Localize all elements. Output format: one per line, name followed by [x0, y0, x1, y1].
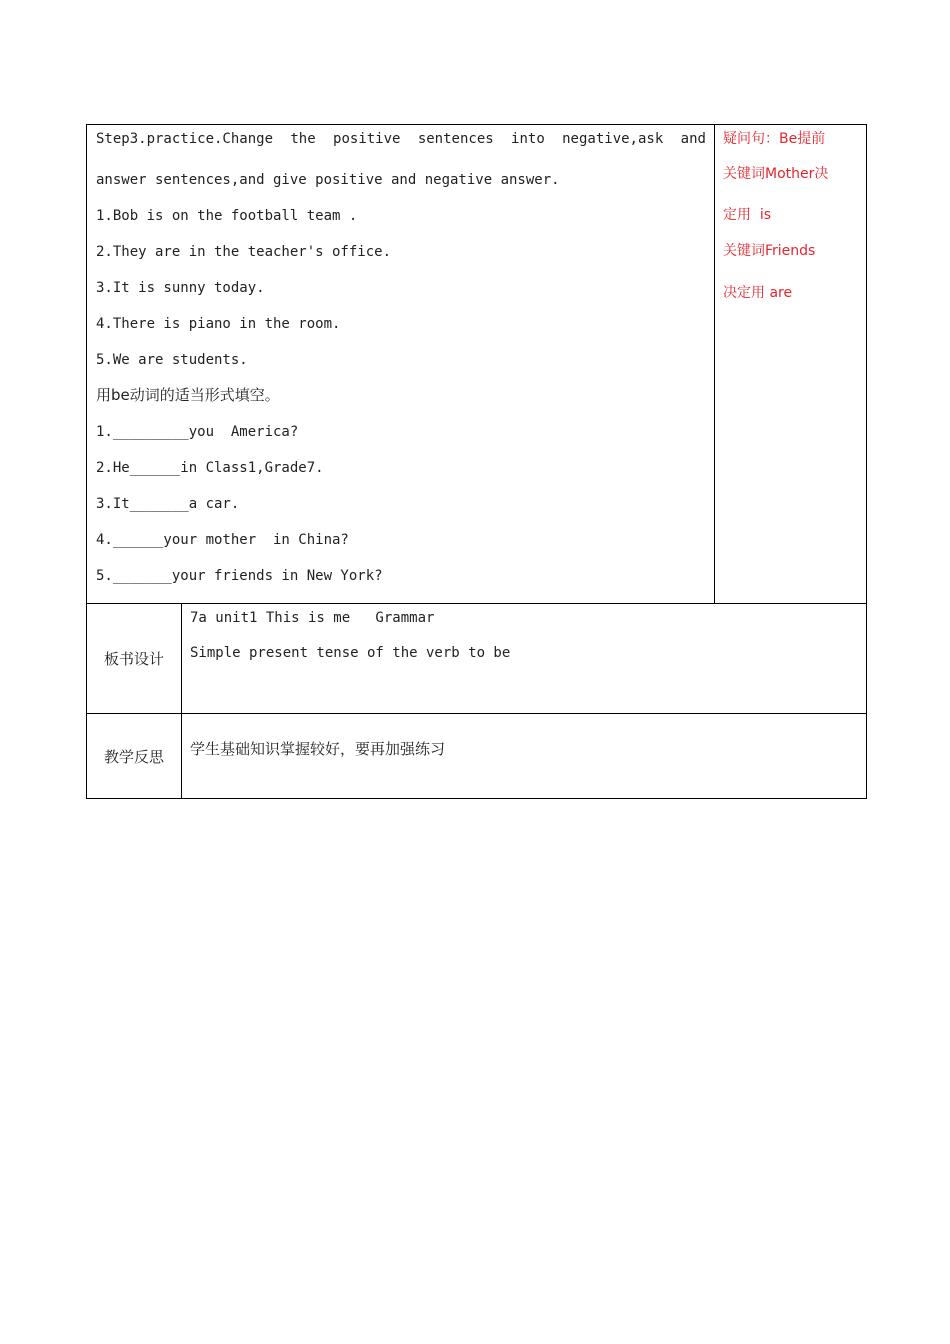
fill-item: 2.He______in Class1,Grade7.: [96, 460, 324, 476]
intro-word: the: [290, 131, 316, 147]
notes-cell: [715, 125, 866, 603]
board-design-row: [87, 604, 866, 714]
board-design-label: 板书设计: [87, 604, 182, 713]
note-line: 定用 is: [723, 207, 772, 223]
fill-item: 3.It_______a car.: [96, 496, 240, 512]
intro-word: negative,ask: [562, 131, 664, 147]
board-line: 7a unit1 This is me Grammar: [190, 610, 435, 626]
note-line: 关键词Mother决: [723, 166, 829, 182]
note-line: 关键词Friends: [723, 243, 816, 259]
sentence-item: 3.It is sunny today.: [96, 280, 265, 296]
intro-word: sentences: [417, 131, 494, 147]
board-line: Simple present tense of the verb to be: [190, 645, 511, 661]
reflection-label: 教学反思: [87, 714, 182, 799]
sentence-item: 2.They are in the teacher's office.: [96, 244, 392, 260]
intro-word: positive: [333, 131, 401, 147]
board-design-content: [182, 604, 866, 713]
sentence-item: 4.There is piano in the room.: [96, 316, 341, 332]
reflection-text: 学生基础知识掌握较好，要再加强练习: [190, 740, 446, 758]
reflection-row: [87, 714, 866, 799]
practice-intro-line1: [96, 130, 706, 148]
sentence-item: 1.Bob is on the football team .: [96, 208, 358, 224]
note-line: 疑问句：Be提前: [723, 131, 826, 147]
lesson-plan-table: [86, 124, 867, 799]
sentence-item: 5.We are students.: [96, 352, 248, 368]
practice-row: [87, 125, 866, 604]
fill-blank-title: 用be动词的适当形式填空。: [96, 386, 280, 404]
intro-word: and: [680, 131, 706, 147]
reflection-content: [182, 714, 866, 799]
intro-word: Step3.practice.Change: [96, 131, 274, 147]
intro-word: into: [511, 131, 545, 147]
practice-cell: [87, 125, 715, 603]
practice-intro-line2: answer sentences,and give positive and negative answer.: [96, 172, 560, 188]
note-line: 决定用 are: [723, 285, 793, 301]
fill-item: 5._______your friends in New York?: [96, 568, 383, 584]
fill-item: 4.______your mother in China?: [96, 532, 349, 548]
fill-item: 1._________you America?: [96, 424, 299, 440]
